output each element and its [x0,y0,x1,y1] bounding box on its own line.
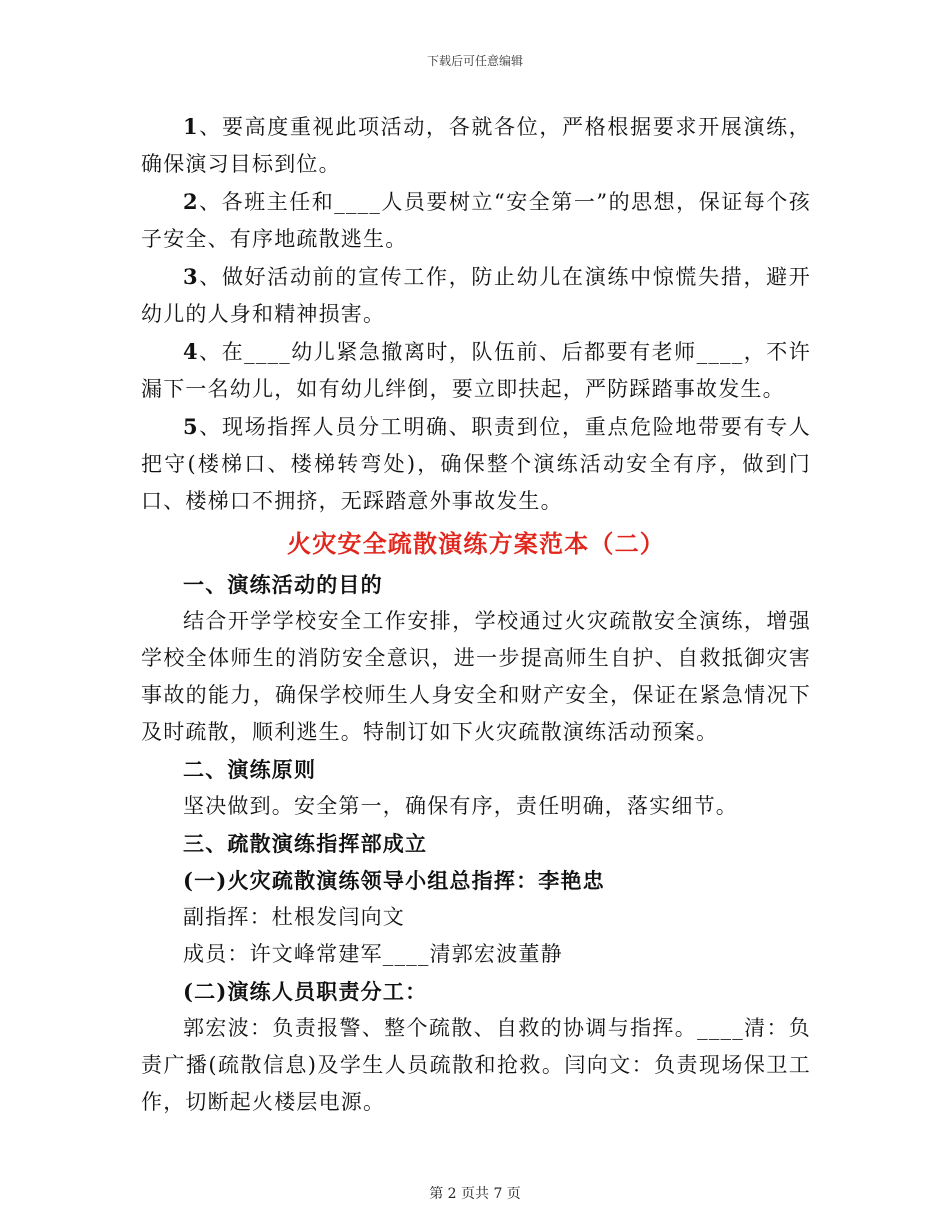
item-number: 2 [183,189,199,214]
paragraph-purpose: 结合开学学校安全工作安排，学校通过火灾疏散安全演练，增强学校全体师生的消防安全意识，进一步提高师生自护、自救抵御灾害事故的能力，确保学校师生人身安全和财产安全，保证在紧急情况下及时疏散，顺利逃生。特制订如下火灾疏散演练活动预案。 [141,609,811,744]
item-text: 、要高度重视此项活动，各就各位，严格根据要求开展演练，确保演习目标到位。 [141,115,811,176]
heading-command: 三、疏散演练指挥部成立 [183,831,428,856]
section-title: 火灾安全疏散演练方案范本（二） [287,529,665,558]
list-item-2 [141,183,811,258]
item-number: 5 [183,414,199,439]
item-number: 1 [183,114,199,139]
item-text: 、各班主任和____人员要树立“安全第一”的思想，保证每个孩子安全、有序地疏散逃生。 [141,190,811,251]
paragraph-deputy: 副指挥：杜根发闫向文 [183,905,405,929]
item-text: 、现场指挥人员分工明确、职责到位，重点危险地带要有专人把守(楼梯口、楼梯转弯处)，确保整个演练活动安全有序，做到门口、楼梯口不拥挤，无踩踏意外事故发生。 [141,415,811,513]
heading-leadership: (一)火灾疏散演练领导小组总指挥：李艳忠 [183,868,605,893]
list-item-1 [141,108,811,183]
heading-principles: 二、演练原则 [183,757,317,782]
item-text: 、在____幼儿紧急撤离时，队伍前、后都要有老师____，不许漏下一名幼儿，如有幼儿绊倒，要立即扶起，严防踩踏事故发生。 [141,340,811,401]
list-item-4 [141,333,811,408]
item-number: 3 [183,264,199,289]
paragraph-principles: 坚决做到。安全第一，确保有序，责任明确，落实细节。 [183,794,738,818]
item-number: 4 [183,339,199,364]
document-body [141,108,811,1121]
list-item-3 [141,258,811,333]
list-item-5 [141,408,811,520]
page-header: 下载后可任意编辑 [426,54,523,68]
heading-purpose: 一、演练活动的目的 [183,572,383,597]
page-footer: 第 2 页共 7 页 [429,1186,521,1202]
paragraph-members: 成员：许文峰常建军____清郭宏波董静 [183,942,563,966]
item-text: 、做好活动前的宣传工作，防止幼儿在演练中惊慌失措，避开幼儿的人身和精神损害。 [141,265,811,326]
paragraph-duties: 郭宏波：负责报警、整个疏散、自救的协调与指挥。____清：负责广播(疏散信息)及学生人员疏散和抢救。闫向文：负责现场保卫工作，切断起火楼层电源。 [141,1016,811,1114]
heading-duties: (二)演练人员职责分工： [183,979,428,1004]
